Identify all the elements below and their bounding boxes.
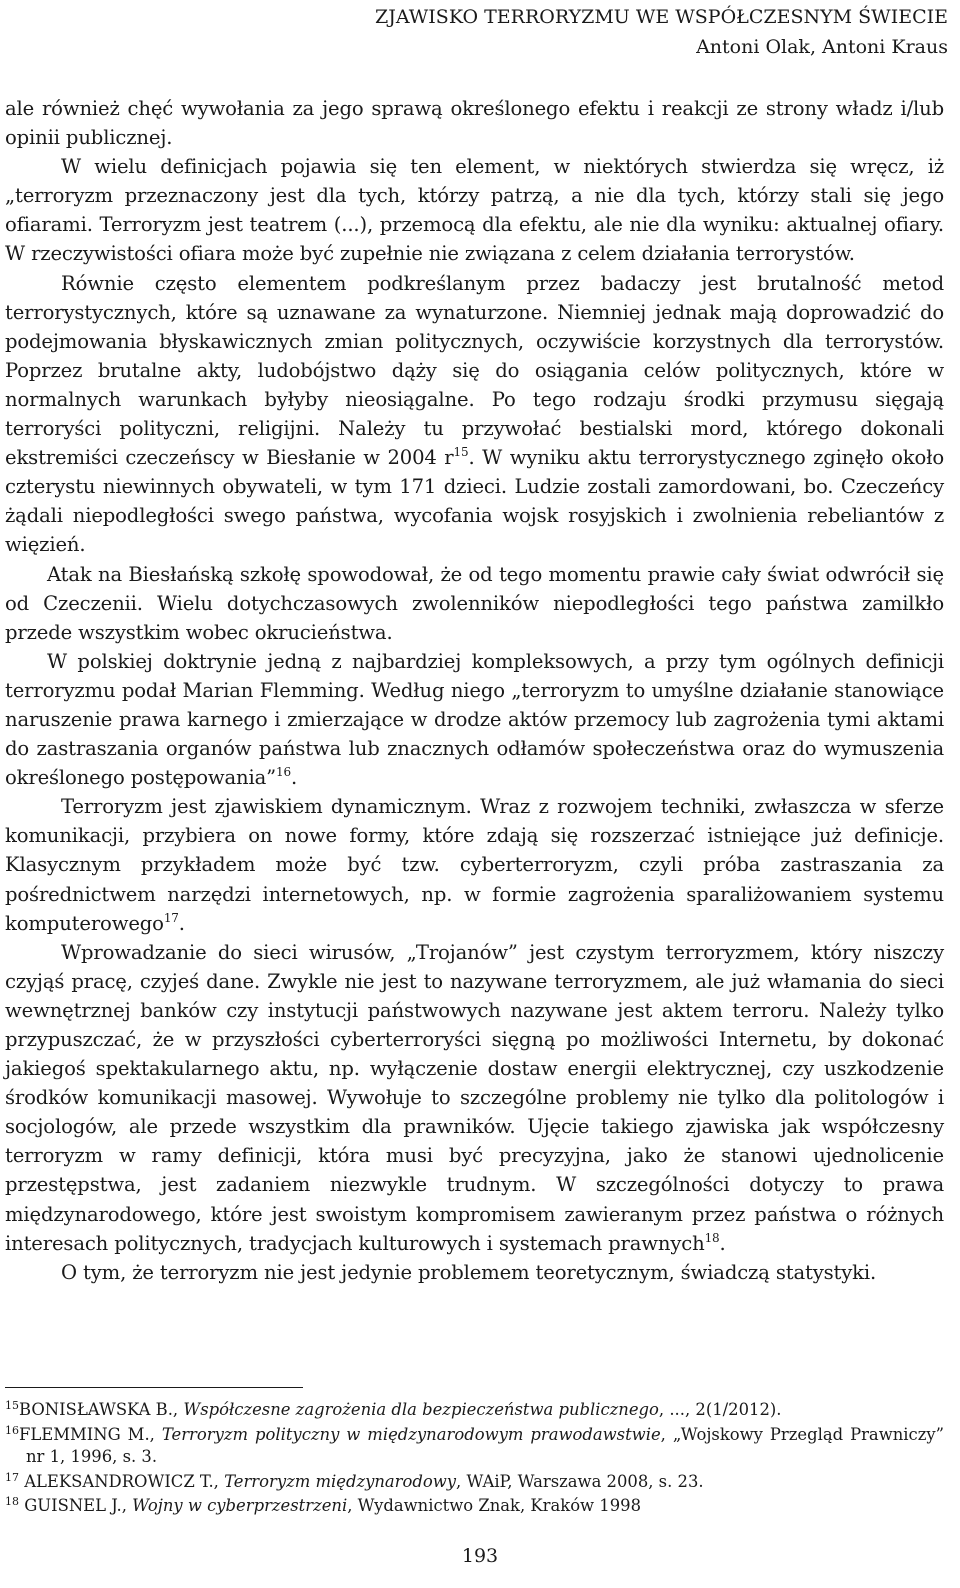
footnote-17 [5,1471,944,1494]
footnotes [5,1399,944,1520]
paragraph-5-text-a: W polskiej doktrynie jedną z najbardziej kompleksowych, a przy tym ogólnych definicji terroryzmu podał Marian Flemming. Według niego „terroryzm to umyślne działanie stanowiące naruszenie prawa karnego i zmierzające w drodze aktów przemocy lub zagrożenia tymi aktami do zastraszania organów państwa lub znacznych odłamów społeczeństwa oraz do wymuszenia określonego postępowania” [5,649,944,790]
footnote-author: FLEMMING M., [19,1424,162,1444]
paragraph-8: O tym, że terroryzm nie jest jedynie problemem teoretycznym, świadczą statystyki. [61,1260,877,1284]
footnote-title: Terroryzm międzynarodowy [224,1471,457,1491]
footnote-ref-18[interactable]: 18 [704,1230,720,1245]
running-head [0,2,948,62]
footnote-15 [5,1399,944,1422]
paragraph-6-text-a: Terroryzm jest zjawiskiem dynamicznym. Wraz z rozwojem techniki, zwłaszcza w sferze komunikacji, przybiera on nowe formy, które zdają się rozszerzać istniejące już definicje. Klasycznym przykładem może być tzw. cyberterroryzm, czyli próba zastraszania za pośrednictwem narzędzi internetowych, np. w formie zagrożenia sparaliżowaniem systemu komputerowego [5,795,944,935]
footnote-number: 17 [5,1470,19,1484]
paragraph-6 [5,792,944,937]
footnote-number: 18 [5,1495,19,1508]
paragraph-2: W wielu definicjach pojawia się ten element, w niektórych stwierdza się wręcz, iż „terroryzm przeznaczony jest dla tych, którzy patrzą, a nie dla tych, którzy stali się jego ofiarami. Terroryzm jest teatrem (...), przemocą dla efektu, ale nie dla wyniku: aktualnej ofiary. W rzeczywistości ofiara może być zupełnie nie związana z celem działania terrorystów. [5,155,944,266]
footnote-number: 16 [5,1423,19,1437]
footnote-rest: , WAiP, Warszawa 2008, s. 23. [456,1471,704,1491]
footnote-ref-15[interactable]: 15 [453,445,469,460]
body-text [5,94,944,1287]
header-title: ZJAWISKO TERRORYZMU WE WSPÓŁCZESNYM ŚWIECIE [375,6,948,28]
footnote-ref-16[interactable]: 16 [276,765,292,780]
footnote-16 [5,1424,944,1469]
footnote-title: Wojny w cyberprzestrzeni [132,1496,348,1515]
paragraph-7-text-b: . [719,1231,726,1255]
paragraph-5 [5,647,944,792]
paragraph-4: Atak na Biesłańską szkołę spowodował, że od tego momentu prawie cały świat odwrócił się od Czeczenii. Wielu dotychczasowych zwolenników niepodległości tego państwa zamilkło przede wszystkim wobec okrucieństwa. [5,562,944,644]
footnote-number: 15 [5,1399,19,1412]
footnote-author: BONISŁAWSKA B., [19,1400,184,1419]
footnote-title: Terroryzm polityczny w międzynarodowym prawodawstwie [161,1424,661,1444]
footnote-rest: , „Wojskowy Przegląd Prawniczy” nr 1, 1996, s. 3. [26,1424,944,1466]
footnote-author: ALEKSANDROWICZ T., [19,1471,225,1491]
footnote-title: Współczesne zagrożenia dla bezpieczeństwa publicznego [183,1400,659,1419]
footnote-18 [5,1495,944,1518]
paragraph-3-text-b: . W wyniku aktu terrorystycznego zginęło około czterystu niewinnych obywateli, w tym 171 dzieci. Ludzie zostali zamordowani, bo. Czeczeńcy żądali niepodległości swego państwa, wycofania wojsk rosyjskich i zwolnienia rebeliantów z więzień. [5,446,945,557]
footnote-rest: , ..., 2(1/2012). [658,1400,782,1419]
paragraph-6-text-b: . [178,911,185,935]
footnote-rest: , Wydawnictwo Znak, Kraków 1998 [347,1496,642,1515]
header-authors: Antoni Olak, Antoni Kraus [696,36,948,58]
footnote-author: GUISNEL J., [19,1496,133,1515]
page-number: 193 [461,1545,499,1567]
paragraph-7-text-a: Wprowadzanie do sieci wirusów, „Trojanów” jest czystym terroryzmem, który niszczy czyjąś pracę, czyjeś dane. Zwykle nie jest to nazywane terroryzmem, ale już włamania do sieci wewnętrznej banków czy instytucji państwowych nazywane jest aktem terroru. Należy tylko przypuszczać, że w przyszłości cyberterroryści sięgną po możliwości Internetu, by dokonać jakiegoś spektakularnego aktu, np. wyłączenie dostaw energii elektrycznej, czy uszkodzenie środków komunikacji masowej. Wywołuje to szczególne problemy nie tylko dla politologów i socjologów, ale przede wszystkim dla prawników. Ujęcie takiego zjawiska jak współczesny terroryzm w ramy definicji, która musi być precyzyjna, jako że stanowi ujednolicenie przestępstwa, jest zadaniem niezwykle trudnym. W szczególności dotyczy to prawa międzynarodowego, które jest swoistym kompromisem zawieranym przez państwa o różnych interesach politycznych, tradycjach kulturowych i systemach prawnych [5,940,944,1255]
paragraph-7 [5,938,944,1258]
footnote-ref-17[interactable]: 17 [163,910,179,925]
paragraph-3-text-a: Równie często elementem podkreślanym przez badaczy jest brutalność metod terrorystycznych, które są uznawane za wynaturzone. Niemniej jednak mają doprowadzić do podejmowania błyskawicznych zmian politycznych, oczywiście korzystnych dla terrorystów. Poprzez brutalne akty, ludobójstwo dąży się do osiągania celów politycznych, które w normalnych warunkach byłyby nieosiągalne. Po tego rodzaju środki przymusu sięgają terroryści polityczni, religijni. Należy tu przywołać bestialski mord, którego dokonali ekstremiści czeczeńscy w Biesłanie w 2004 r [5,271,944,470]
paragraph-3 [5,269,944,560]
footnote-separator [5,1387,303,1388]
paragraph-5-text-b: . [291,766,298,790]
paragraph-1: ale również chęć wywołania za jego sprawą określonego efektu i reakcji ze strony władz i/lub opinii publicznej. [5,97,944,150]
